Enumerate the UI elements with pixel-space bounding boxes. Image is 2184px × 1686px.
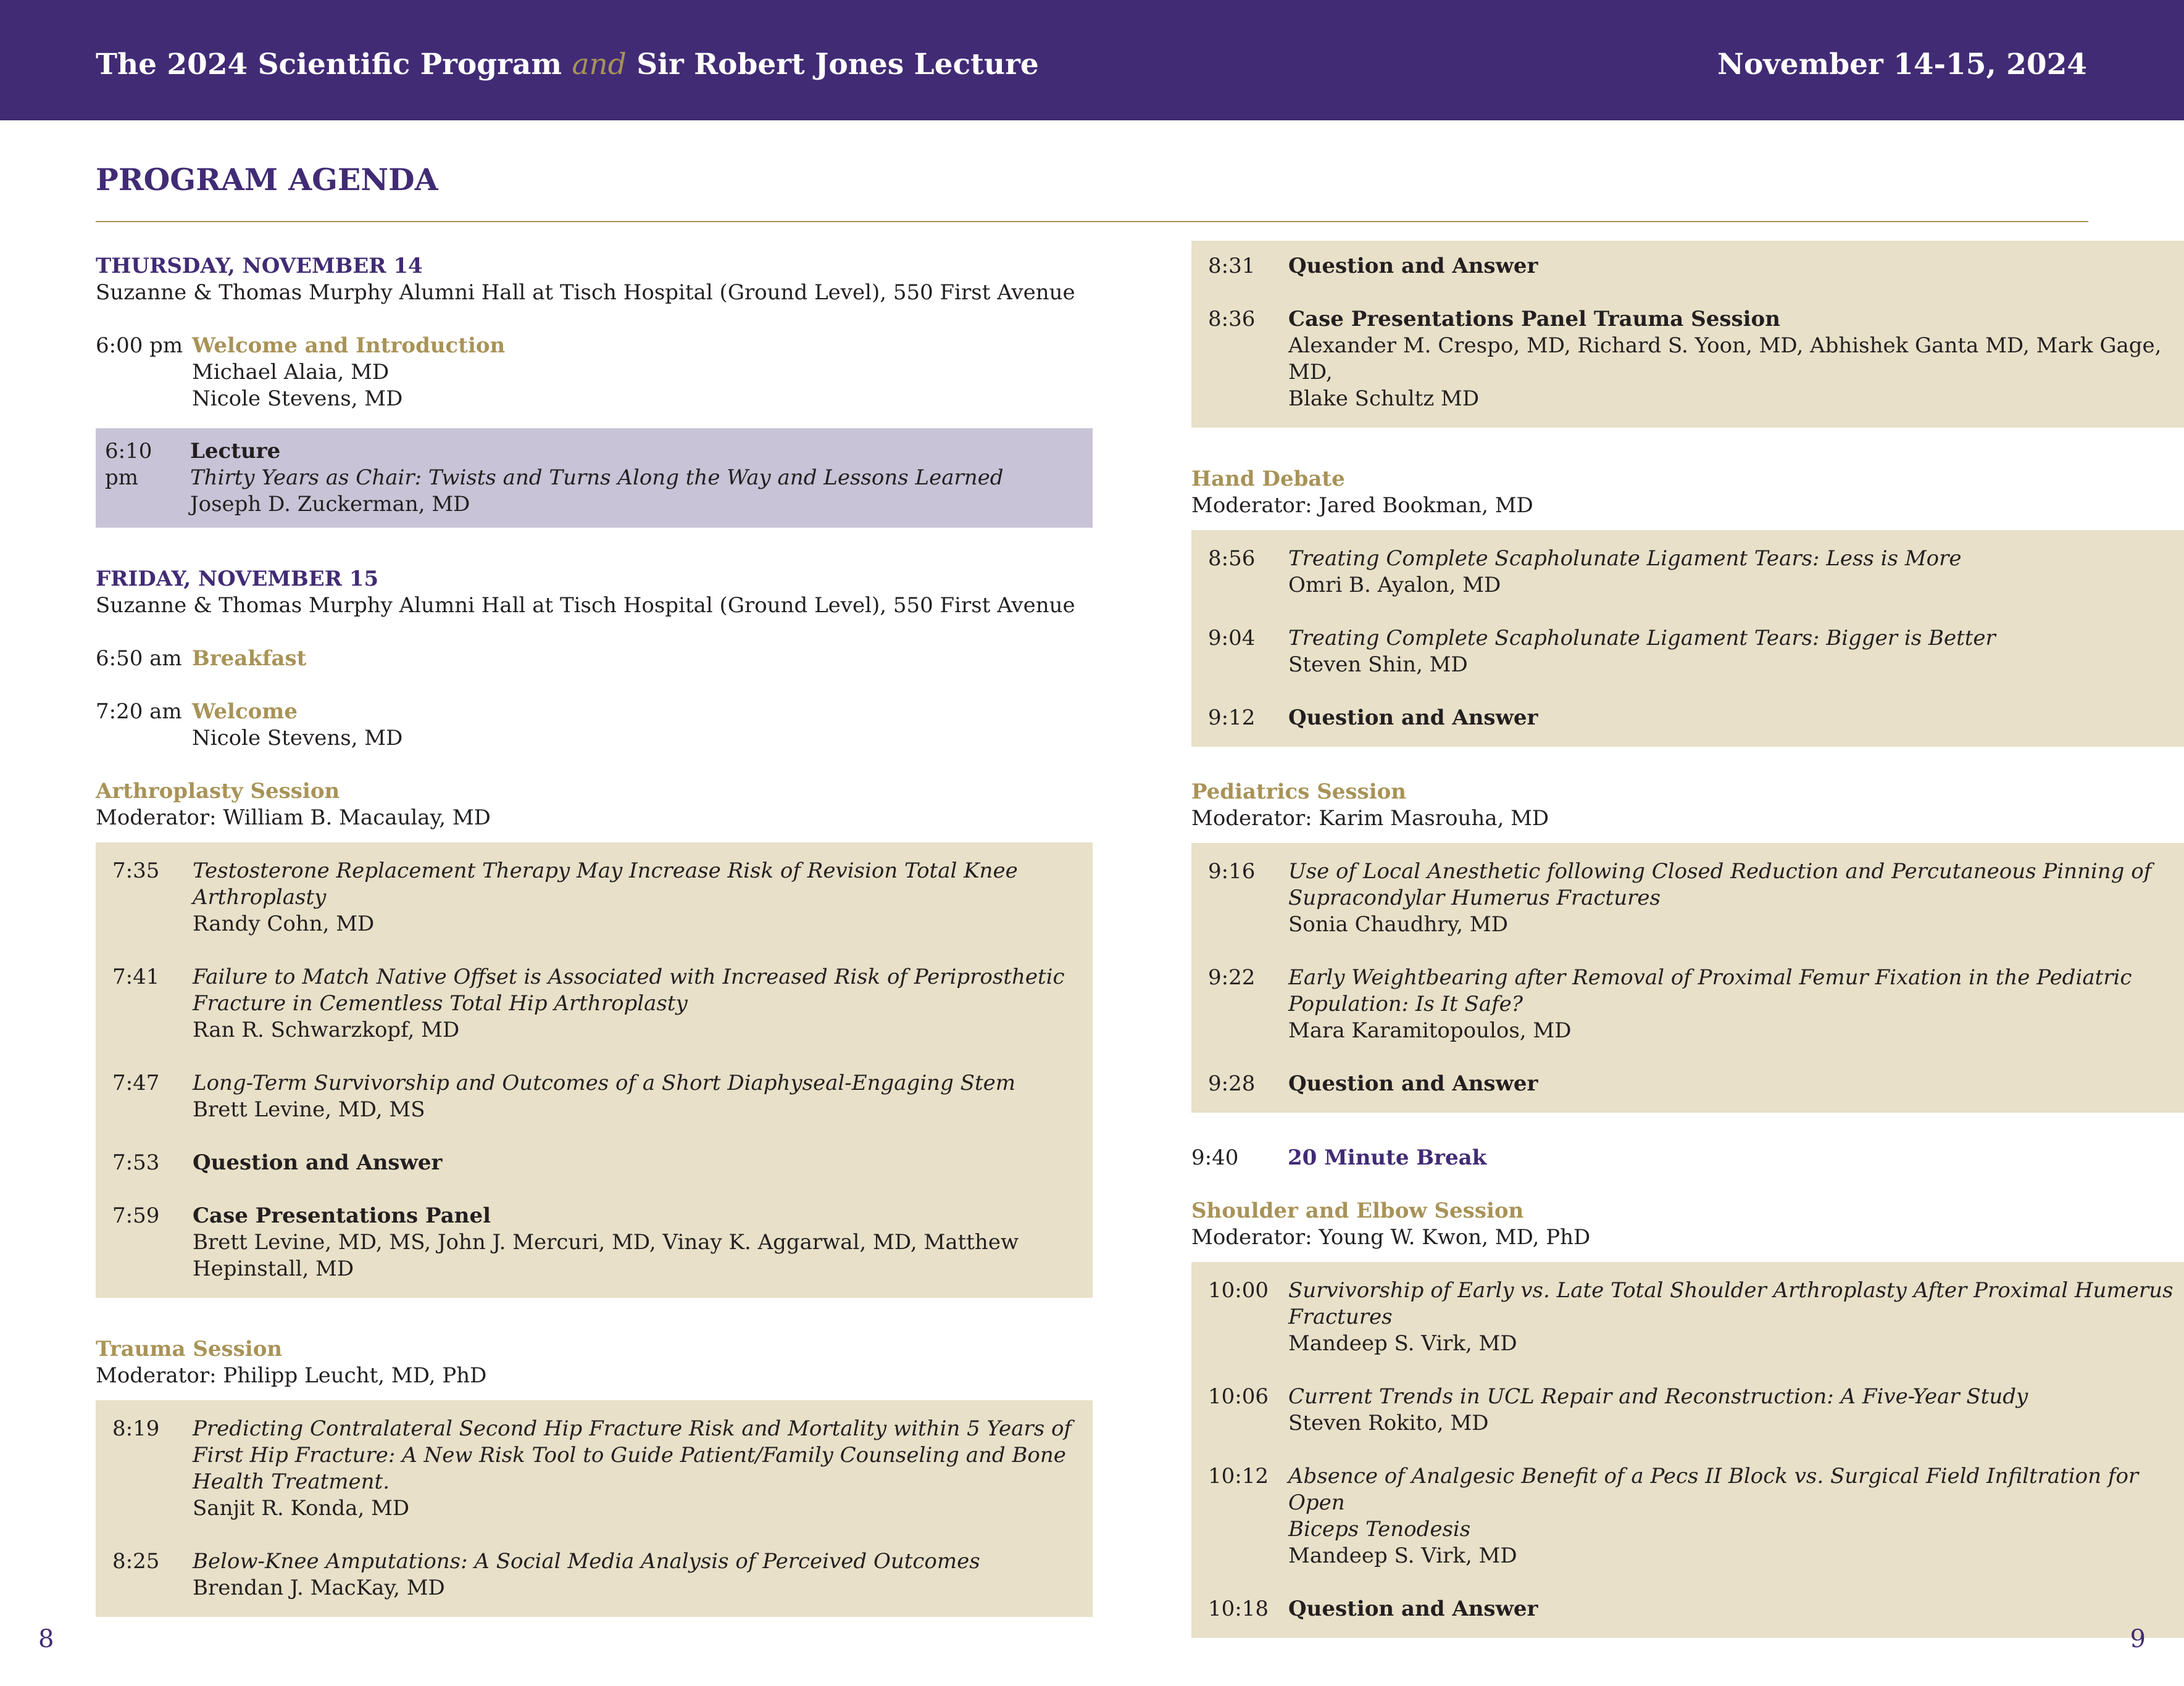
agenda-item [1208, 253, 2184, 280]
trauma-box-left [96, 1400, 1093, 1617]
item-time: 9:40 [1191, 1145, 1239, 1170]
right-column [1191, 241, 2184, 1638]
item-title: Question and Answer [1288, 1597, 1538, 1621]
agenda-item [1208, 705, 2184, 731]
item-time: 7:35 [112, 858, 160, 883]
item-speaker: Nicole Stevens, MD [192, 726, 403, 750]
agenda-item [112, 1203, 1093, 1282]
header-bar [0, 0, 2184, 120]
divider-rule [96, 221, 2088, 222]
item-time: 9:22 [1208, 965, 1256, 990]
item-title: Fracture in Cementless Total Hip Arthroplasty [193, 991, 688, 1016]
trauma-moderator: Moderator: Philipp Leucht, MD, PhD [96, 1363, 487, 1388]
item-time: 8:31 [1208, 254, 1256, 278]
title-part1: The 2024 Scientific Program [96, 48, 562, 81]
item-time: 10:12 [1208, 1464, 1269, 1489]
item-speaker: Steven Shin, MD [1288, 652, 1468, 677]
item-title: Treating Complete Scapholunate Ligament Tears: Less is More [1288, 546, 1962, 571]
page-number-right: 9 [2130, 1625, 2146, 1653]
title-part2: Sir Robert Jones Lecture [636, 48, 1039, 81]
agenda-item [112, 858, 1093, 937]
lecture-box [96, 428, 1093, 528]
item-time: 6:50 am [96, 646, 182, 671]
trauma-box-right [1191, 241, 2184, 428]
item-title: Population: Is It Safe? [1288, 992, 1523, 1016]
item-speaker: Sanjit R. Konda, MD [193, 1496, 410, 1521]
agenda-item [1208, 625, 2184, 678]
page-number-left: 8 [38, 1625, 54, 1653]
item-title: First Hip Fracture: A New Risk Tool to Guide Patient/Family Counseling and Bone [193, 1443, 1066, 1468]
agenda-item [1208, 306, 2184, 412]
agenda-item [96, 646, 1093, 672]
item-speaker: Mandeep S. Virk, MD [1288, 1543, 1517, 1568]
item-time: 8:56 [1208, 546, 1256, 571]
item-speaker: Blake Schultz MD [1288, 386, 1480, 411]
item-speaker: Sonia Chaudhry, MD [1288, 912, 1508, 937]
item-title: Testosterone Replacement Therapy May Increase Risk of Revision Total Knee Arthroplasty [193, 858, 1018, 910]
program-date: November 14-15, 2024 [1717, 48, 2087, 81]
pediatrics-box [1191, 843, 2184, 1113]
arthroplasty-moderator: Moderator: William B. Macaulay, MD [96, 805, 491, 830]
item-title: Case Presentations Panel Trauma Session [1288, 307, 1780, 331]
agenda-item [1208, 858, 2184, 938]
item-time: 10:06 [1208, 1384, 1269, 1409]
item-title: Predicting Contralateral Second Hip Fracture Risk and Mortality within 5 Years of [193, 1416, 1072, 1441]
agenda-item [96, 699, 1093, 752]
item-title: Absence of Analgesic Benefit of a Pecs II Block vs. Surgical Field Infiltration for Open [1288, 1464, 2139, 1515]
item-title: Fractures [1288, 1305, 1393, 1329]
item-title: Long-Term Survivorship and Outcomes of a Short Diaphyseal-Engaging Stem [193, 1071, 1015, 1095]
item-title: Survivorship of Early vs. Late Total Shoulder Arthroplasty After Proximal Humerus [1288, 1278, 2174, 1303]
shoulder-box [1191, 1262, 2184, 1638]
friday-heading: FRIDAY, NOVEMBER 15 [96, 567, 379, 591]
item-title: Question and Answer [1288, 705, 1538, 730]
item-speaker: Hepinstall, MD [193, 1256, 354, 1281]
item-time: 10:18 [1208, 1597, 1269, 1621]
item-title: Supracondylar Humerus Fractures [1288, 886, 1661, 910]
item-title: Breakfast [192, 646, 307, 671]
hand-title: Hand Debate [1191, 467, 1345, 491]
item-speaker: Brett Levine, MD, MS, John J. Mercuri, MD, Vinay K. Aggarwal, MD, Matthew [193, 1230, 1019, 1255]
item-speaker: Ran R. Schwarzkopf, MD [193, 1018, 460, 1042]
pediatrics-title: Pediatrics Session [1191, 779, 1407, 804]
agenda-item [96, 333, 1093, 412]
item-speaker: Omri B. Ayalon, MD [1288, 573, 1501, 597]
item-time: 7:59 [112, 1203, 160, 1228]
item-time: 6:10 pm [105, 439, 152, 490]
arthroplasty-box [96, 842, 1093, 1298]
break-title: 20 Minute Break [1288, 1145, 1487, 1170]
left-column [96, 253, 1093, 1617]
item-speaker: Brendan J. MacKay, MD [193, 1576, 445, 1600]
friday-location: Suzanne & Thomas Murphy Alumni Hall at Tisch Hospital (Ground Level), 550 First Avenue [96, 593, 1075, 618]
program-title [96, 48, 1039, 81]
agenda-item [112, 1070, 1093, 1123]
agenda-item [112, 1150, 1093, 1176]
item-title: Lecture [190, 439, 281, 463]
item-time: 9:16 [1208, 859, 1256, 884]
item-title: Biceps Tenodesis [1288, 1517, 1471, 1542]
item-speaker: Mara Karamitopoulos, MD [1288, 1018, 1572, 1043]
item-time: 9:12 [1208, 705, 1256, 730]
agenda-item [1208, 1277, 2184, 1357]
agenda-item [112, 1416, 1093, 1522]
item-title: Question and Answer [1288, 1071, 1538, 1096]
item-title: Question and Answer [1288, 254, 1538, 278]
item-speaker: Nicole Stevens, MD [192, 386, 403, 411]
agenda-item [1208, 1071, 2184, 1097]
agenda-item [1208, 965, 2184, 1044]
item-title: Current Trends in UCL Repair and Reconstruction: A Five-Year Study [1288, 1384, 2028, 1409]
item-title: Welcome [192, 699, 298, 724]
item-speaker: Alexander M. Crespo, MD, Richard S. Yoon, MD, Abhishek Ganta MD, Mark Gage, MD, [1288, 333, 2162, 384]
agenda-item [112, 964, 1093, 1044]
agenda-item [112, 1548, 1093, 1601]
thursday-location: Suzanne & Thomas Murphy Alumni Hall at Tisch Hospital (Ground Level), 550 First Avenue [96, 280, 1075, 305]
item-title: Case Presentations Panel [193, 1203, 491, 1228]
item-time: 6:00 pm [96, 333, 183, 358]
agenda-item [1208, 1596, 2184, 1622]
item-time: 7:47 [112, 1071, 160, 1095]
arthroplasty-title: Arthroplasty Session [96, 779, 340, 804]
item-speaker: Joseph D. Zuckerman, MD [190, 492, 470, 517]
item-title: Question and Answer [193, 1150, 443, 1175]
item-speaker: Brett Levine, MD, MS [193, 1097, 425, 1122]
item-time: 9:28 [1208, 1071, 1256, 1096]
item-title: Early Weightbearing after Removal of Proximal Femur Fixation in the Pediatric [1288, 965, 2132, 990]
item-time: 8:25 [112, 1549, 160, 1574]
break-item [1191, 1145, 2184, 1171]
title-and: and [572, 48, 627, 81]
agenda-item [1208, 546, 2184, 599]
shoulder-title: Shoulder and Elbow Session [1191, 1198, 1524, 1223]
page-title: PROGRAM AGENDA [96, 162, 438, 197]
hand-moderator: Moderator: Jared Bookman, MD [1191, 493, 1533, 518]
item-title: Use of Local Anesthetic following Closed Reduction and Percutaneous Pinning of [1288, 859, 2152, 884]
item-time: 7:20 am [96, 699, 182, 724]
trauma-title: Trauma Session [96, 1337, 283, 1361]
agenda-item [1208, 1384, 2184, 1437]
agenda-item [1208, 1463, 2184, 1569]
item-speaker: Mandeep S. Virk, MD [1288, 1331, 1517, 1356]
pediatrics-moderator: Moderator: Karim Masrouha, MD [1191, 806, 1549, 831]
item-speaker: Randy Cohn, MD [193, 912, 375, 936]
item-title: Health Treatment. [193, 1469, 390, 1494]
item-title: Failure to Match Native Offset is Associated with Increased Risk of Periprosthetic [193, 965, 1065, 989]
item-time: 8:19 [112, 1416, 160, 1441]
thursday-heading: THURSDAY, NOVEMBER 14 [96, 254, 423, 278]
agenda-item [105, 438, 1093, 518]
item-title: Treating Complete Scapholunate Ligament Tears: Bigger is Better [1288, 626, 1996, 650]
item-time: 7:53 [112, 1150, 160, 1175]
item-time: 8:36 [1208, 307, 1256, 331]
item-time: 9:04 [1208, 626, 1256, 650]
hand-box [1191, 530, 2184, 747]
item-speaker: Steven Rokito, MD [1288, 1411, 1489, 1435]
item-time: 7:41 [112, 965, 160, 989]
lecture-subtitle: Thirty Years as Chair: Twists and Turns Along the Way and Lessons Learned [190, 465, 1004, 490]
item-speaker: Michael Alaia, MD [192, 360, 390, 384]
shoulder-moderator: Moderator: Young W. Kwon, MD, PhD [1191, 1225, 1591, 1250]
item-title: Below-Knee Amputations: A Social Media Analysis of Perceived Outcomes [193, 1549, 980, 1574]
item-time: 10:00 [1208, 1278, 1269, 1303]
item-title: Welcome and Introduction [192, 333, 506, 358]
